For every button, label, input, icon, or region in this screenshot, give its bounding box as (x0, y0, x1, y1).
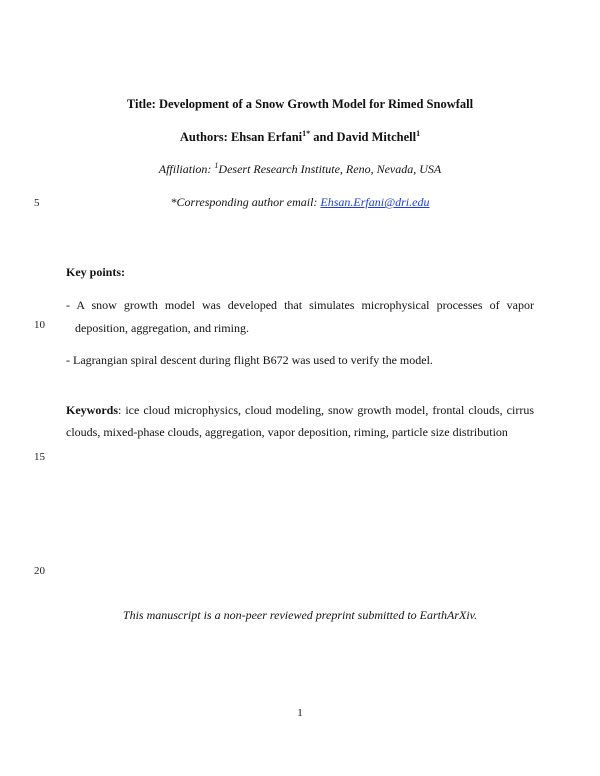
keywords-line2: clouds, mixed-phase clouds, aggregation, vapor deposition, riming, particle size distribution (66, 425, 508, 439)
affiliation-superscript: 1 (214, 161, 219, 170)
line-number: 15 (34, 451, 45, 463)
corresponding-label: *Corresponding author email: (170, 195, 321, 209)
line-number: 10 (34, 319, 45, 331)
line-number: 5 (34, 197, 40, 209)
key-points-heading: Key points: (66, 265, 126, 279)
author2-superscript: 1 (416, 128, 421, 138)
corresponding-email-link[interactable]: Ehsan.Erfani@dri.edu (320, 195, 430, 209)
affiliation-prefix: Affiliation: (158, 162, 215, 176)
authors-prefix: Authors: Ehsan Erfani (179, 130, 303, 144)
affiliation-text: Desert Research Institute, Reno, Nevada, USA (218, 162, 442, 176)
line-number: 20 (34, 565, 45, 577)
corresponding-author-line (0, 195, 600, 210)
authors-line (0, 130, 600, 145)
key-point-1-line1: - A snow growth model was developed that simulates microphysical processes of vapor (66, 298, 534, 312)
author1-superscript: 1* (302, 128, 311, 138)
paper-title: Title: Development of a Snow Growth Model for Rimed Snowfall (126, 97, 474, 111)
page-number: 1 (297, 707, 303, 719)
key-point-1-line2: deposition, aggregation, and riming. (75, 321, 249, 335)
keywords-text-1: : ice cloud microphysics, cloud modeling, snow growth model, frontal clouds, cirrus (118, 403, 534, 417)
affiliation-line (0, 162, 600, 177)
key-point-2: - Lagrangian spiral descent during flight B672 was used to verify the model. (66, 353, 433, 367)
keywords-line1 (66, 399, 534, 422)
keywords-label: Keywords (66, 403, 118, 417)
preprint-note: This manuscript is a non-peer reviewed preprint submitted to EarthArXiv. (122, 608, 478, 622)
authors-joiner: and David Mitchell (310, 130, 417, 144)
